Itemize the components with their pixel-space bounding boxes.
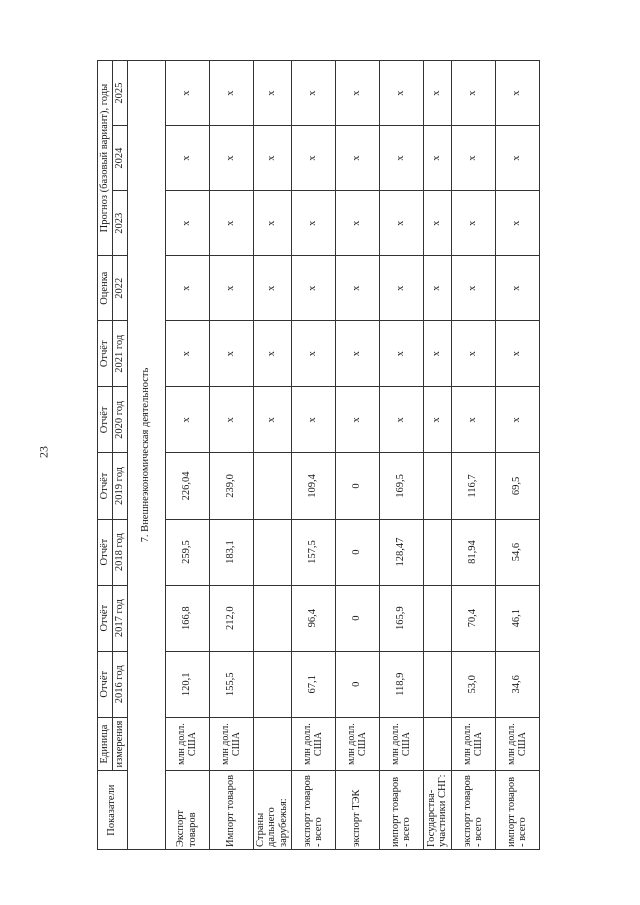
header-col-year: 2021 год — [112, 321, 127, 387]
row-value: 0 — [335, 519, 379, 585]
row-value: x — [209, 191, 253, 256]
header-forecast-year: 2023 — [112, 191, 127, 256]
row-unit: млн долл. США — [209, 717, 253, 771]
row-value: x — [209, 387, 253, 453]
row-unit: млн долл. США — [379, 717, 423, 771]
row-value: 128,47 — [379, 519, 423, 585]
row-unit: млн долл. США — [495, 717, 539, 771]
row-value: x — [253, 191, 291, 256]
row-value — [423, 651, 451, 717]
row-value: x — [253, 256, 291, 321]
header-col-top: Отчёт — [98, 453, 113, 519]
row-value: x — [379, 321, 423, 387]
row-value: 165,9 — [379, 585, 423, 651]
row-unit: млн долл. США — [335, 717, 379, 771]
row-value — [423, 453, 451, 519]
row-value: x — [423, 61, 451, 126]
table-row — [335, 61, 379, 850]
row-value: x — [291, 387, 335, 453]
row-value — [253, 651, 291, 717]
row-value: 118,9 — [379, 651, 423, 717]
row-value: x — [291, 191, 335, 256]
row-value: x — [165, 387, 209, 453]
row-value: 157,5 — [291, 519, 335, 585]
row-value: 0 — [335, 453, 379, 519]
row-unit — [423, 717, 451, 771]
header-indicator: Показатели — [98, 771, 128, 850]
row-label: импорт товаров - всего — [495, 771, 539, 850]
row-value: 212,0 — [209, 585, 253, 651]
row-value: x — [253, 61, 291, 126]
header-forecast-year: 2024 — [112, 126, 127, 191]
row-value: x — [423, 321, 451, 387]
row-value — [423, 585, 451, 651]
header-col-year: 2018 год — [112, 519, 127, 585]
header-col-year: 2019 год — [112, 453, 127, 519]
header-col-year: 2022 — [112, 256, 127, 321]
row-value: x — [165, 321, 209, 387]
row-value: 183,1 — [209, 519, 253, 585]
header-col-top: Отчёт — [98, 321, 113, 387]
row-value — [253, 585, 291, 651]
row-value: 155,5 — [209, 651, 253, 717]
row-value: 169,5 — [379, 453, 423, 519]
header-col-top: Отчёт — [98, 387, 113, 453]
row-value: x — [291, 256, 335, 321]
row-value: x — [495, 191, 539, 256]
row-value: x — [379, 256, 423, 321]
row-value: x — [451, 256, 495, 321]
row-value: x — [451, 321, 495, 387]
row-value: x — [451, 61, 495, 126]
row-value: x — [209, 256, 253, 321]
row-value: x — [291, 126, 335, 191]
row-label: Импорт товаров — [209, 771, 253, 850]
row-value: 69,5 — [495, 453, 539, 519]
row-value: x — [451, 387, 495, 453]
row-value: x — [253, 321, 291, 387]
header-col-top: Отчёт — [98, 585, 113, 651]
header-col-year: 2017 год — [112, 585, 127, 651]
row-value: 120,1 — [165, 651, 209, 717]
table-row — [495, 61, 539, 850]
row-label: Государства-участники СНГ: — [423, 771, 451, 850]
row-value: 226,04 — [165, 453, 209, 519]
row-label: экспорт товаров - всего — [451, 771, 495, 850]
rotated-table-container — [97, 60, 529, 850]
row-value: x — [165, 126, 209, 191]
row-value: 46,1 — [495, 585, 539, 651]
row-value: 0 — [335, 585, 379, 651]
row-value: x — [495, 387, 539, 453]
header-unit-top: Единица — [98, 717, 113, 771]
row-value: 34,6 — [495, 651, 539, 717]
row-value: x — [379, 387, 423, 453]
header-col-top: Оценка — [98, 256, 113, 321]
row-value — [253, 453, 291, 519]
row-value: x — [335, 256, 379, 321]
header-col-year: 2016 год — [112, 651, 127, 717]
row-value: 109,4 — [291, 453, 335, 519]
row-value: x — [165, 191, 209, 256]
row-value: x — [423, 387, 451, 453]
page-number: 23 — [36, 446, 51, 458]
table-row — [379, 61, 423, 850]
row-value: x — [495, 61, 539, 126]
row-value: 166,8 — [165, 585, 209, 651]
row-value: x — [423, 256, 451, 321]
row-value: 0 — [335, 651, 379, 717]
header-col-top: Отчёт — [98, 651, 113, 717]
row-value: x — [423, 126, 451, 191]
row-value: x — [495, 256, 539, 321]
foreign-trade-table — [97, 60, 540, 850]
header-col-top: Отчёт — [98, 519, 113, 585]
row-value: 67,1 — [291, 651, 335, 717]
row-value: x — [165, 256, 209, 321]
row-unit: млн долл. США — [291, 717, 335, 771]
row-value: x — [335, 126, 379, 191]
row-unit — [253, 717, 291, 771]
row-value — [253, 519, 291, 585]
row-value: x — [209, 126, 253, 191]
row-value: 239,0 — [209, 453, 253, 519]
row-value: 116,7 — [451, 453, 495, 519]
row-value: x — [379, 191, 423, 256]
row-value: x — [291, 61, 335, 126]
row-value: x — [253, 387, 291, 453]
row-label: экспорт ТЭК — [335, 771, 379, 850]
row-value: x — [379, 61, 423, 126]
row-label: Страны дальнего зарубежья: — [253, 771, 291, 850]
row-value: x — [423, 191, 451, 256]
row-unit: млн долл. США — [165, 717, 209, 771]
row-value: x — [291, 321, 335, 387]
header-unit-bottom: измерения — [112, 717, 127, 771]
row-value: x — [209, 321, 253, 387]
row-value: x — [379, 126, 423, 191]
row-value: x — [335, 321, 379, 387]
row-label: экспорт товаров - всего — [291, 771, 335, 850]
table-row — [165, 61, 209, 850]
table-row — [423, 61, 451, 850]
table-row — [291, 61, 335, 850]
row-value: x — [253, 126, 291, 191]
row-value: x — [335, 61, 379, 126]
row-label: Экспорт товаров — [165, 771, 209, 850]
row-value: 81,94 — [451, 519, 495, 585]
row-value: x — [335, 387, 379, 453]
row-unit: млн долл. США — [451, 717, 495, 771]
row-value: x — [209, 61, 253, 126]
header-forecast: Прогноз (базовый вариант), годы — [98, 61, 113, 256]
table-row — [253, 61, 291, 850]
table-row — [209, 61, 253, 850]
section-title: 7. Внешнеэкономическая деятельность — [127, 61, 165, 850]
header-col-year: 2020 год — [112, 387, 127, 453]
row-value — [423, 519, 451, 585]
table-row — [451, 61, 495, 850]
row-value: 54,6 — [495, 519, 539, 585]
row-value: x — [165, 61, 209, 126]
header-forecast-year: 2025 — [112, 61, 127, 126]
row-value: 259,5 — [165, 519, 209, 585]
row-value: 96,4 — [291, 585, 335, 651]
row-value: x — [495, 126, 539, 191]
row-value: x — [451, 191, 495, 256]
row-value: x — [451, 126, 495, 191]
row-value: 70,4 — [451, 585, 495, 651]
row-label: импорт товаров - всего — [379, 771, 423, 850]
row-value: x — [495, 321, 539, 387]
row-value: 53,0 — [451, 651, 495, 717]
row-value: x — [335, 191, 379, 256]
